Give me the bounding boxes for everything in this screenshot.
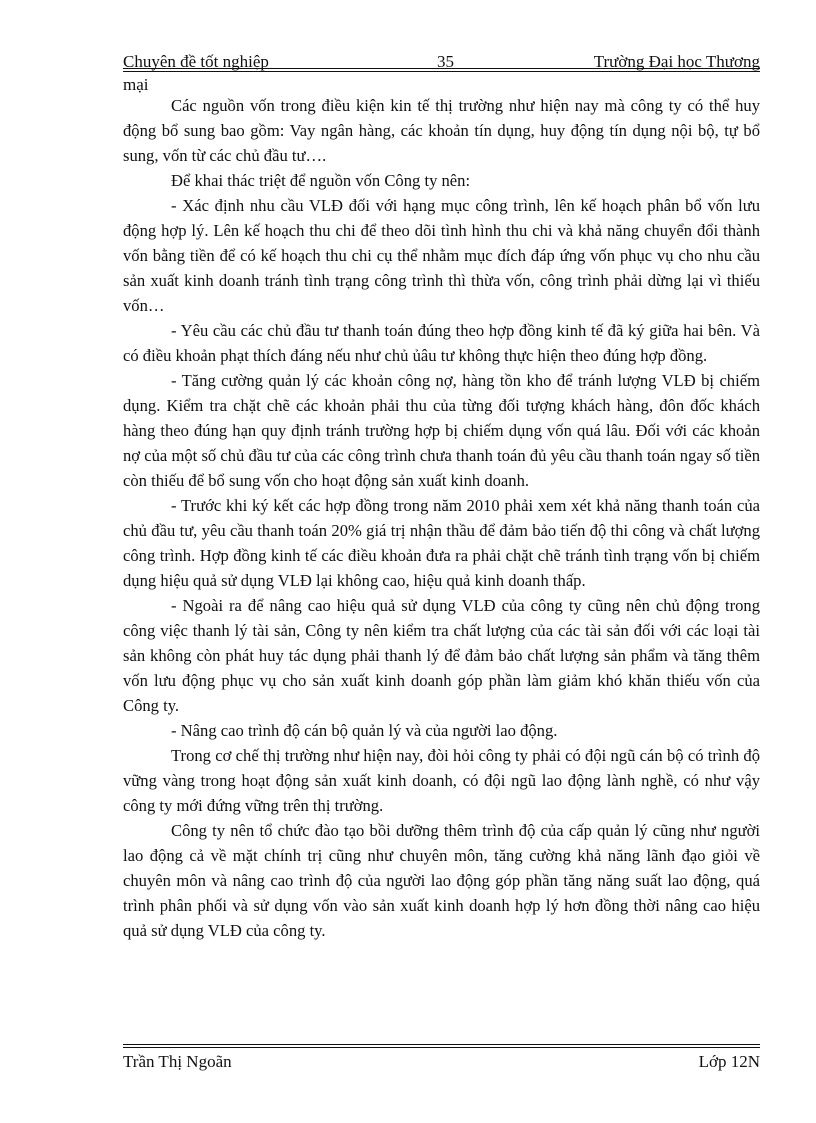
document-body (123, 93, 760, 943)
paragraph: - Xác định nhu cầu VLĐ đối với hạng mục công trình, lên kế hoạch phân bổ vốn lưu động hợp lý. Lên kế hoạch thu chi để theo dõi tình hình thu chi và khả năng chuyển đổi thành vốn bằng tiền để có kế hoạch thu chi cụ thể nhằm mục đích đáp ứng vốn phục vụ cho nhu cầu sản xuất kinh doanh tránh tình trạng công trình thì thừa vốn, công trình phải dừng lại vì thiếu vốn… (123, 196, 760, 315)
page-number: 35 (437, 52, 454, 71)
paragraph: Các nguồn vốn trong điều kiện kin tế thị trường như hiện nay mà công ty có thể huy động bổ sung bao gồm: Vay ngân hàng, các khoản tín dụng, huy động tín dụng nội bộ, tự bổ sung, vốn từ các chủ đầu tư…. (123, 96, 760, 165)
header-title: Chuyên đề tốt nghiệp (123, 52, 269, 71)
paragraph: Công ty nên tổ chức đào tạo bồi dưỡng thêm trình độ của cấp quản lý cũng như người lao động cả về mặt chính trị cũng như chuyên môn, tăng cường khả năng lãnh đạo giỏi về chuyên môn và nâng cao trình độ của người lao động góp phần tăng năng suất lao động, quá trình phân phối và sử dụng vốn vào sản xuất kinh doanh hợp lý hơn đồng thời nâng cao hiệu quả sử dụng VLĐ của công ty. (123, 821, 760, 940)
paragraph: - Yêu cầu các chủ đầu tư thanh toán đúng theo hợp đồng kinh tế đã ký giữa hai bên. Và có điều khoản phạt thích đáng nếu như chủ ủâu tư không thực hiện theo đúng hợp đồng. (123, 321, 760, 365)
header-university: Trường Đại học Thương (593, 52, 760, 71)
header-rule (123, 68, 760, 72)
page-footer (123, 1052, 760, 1072)
paragraph: - Tăng cường quản lý các khoản công nợ, hàng tồn kho để tránh lượng VLĐ bị chiếm dụng. Kiểm tra chặt chẽ các khoản phải thu của từng đối tượng khách hàng, đôn đốc khách hàng theo đúng hạn quy định tránh trường hợp bị chiếm dụng vốn quá lâu. Đối với các khoản nợ của một số chủ đầu tư của các công trình chưa thanh toán đủ yêu cầu thanh toán ngay số tiền còn thiếu để bổ sung vốn cho hoạt động sản xuất kinh doanh. (123, 371, 760, 490)
footer-class: Lớp 12N (698, 1052, 760, 1071)
footer-author: Trần Thị Ngoãn (123, 1052, 232, 1071)
paragraph: - Trước khi ký kết các hợp đồng trong năm 2010 phải xem xét khả năng thanh toán của chủ đầu tư, yêu cầu thanh toán 20% giá trị nhận thầu để đảm bảo tiến độ thi công và chất lượng công trình. Hợp đồng kinh tế các điều khoản đưa ra phải chặt chẽ tránh tình trạng vốn bị chiếm dụng hiệu quả sử dụng VLĐ lại không cao, hiệu quả kinh doanh thấp. (123, 496, 760, 590)
paragraph: Trong cơ chế thị trường như hiện nay, đòi hỏi công ty phải có đội ngũ cán bộ có trình độ vững vàng trong hoạt động sản xuất kinh doanh, có đội ngũ lao động lành nghề, có như vậy công ty mới đứng vững trên thị trường. (123, 746, 760, 815)
footer-rule (123, 1044, 760, 1048)
paragraph: Để khai thác triệt để nguồn vốn Công ty nên: (171, 171, 471, 190)
paragraph: - Ngoài ra để nâng cao hiệu quả sử dụng VLĐ của công ty cũng nên chủ động trong công việc thanh lý tài sản, Công ty nên kiểm tra chất lượng của các tài sản đối với các loại tài sản không còn phát huy tác dụng phải thanh lý để đảm bảo chất lượng sản phẩm và tăng thêm vốn lưu động phục vụ cho sản xuất kinh doanh góp phần làm giảm khó khăn thiếu vốn của Công ty. (123, 596, 760, 715)
paragraph: - Nâng cao trình độ cán bộ quản lý và của người lao động. (171, 721, 558, 740)
header-continuation: mại (123, 75, 149, 94)
